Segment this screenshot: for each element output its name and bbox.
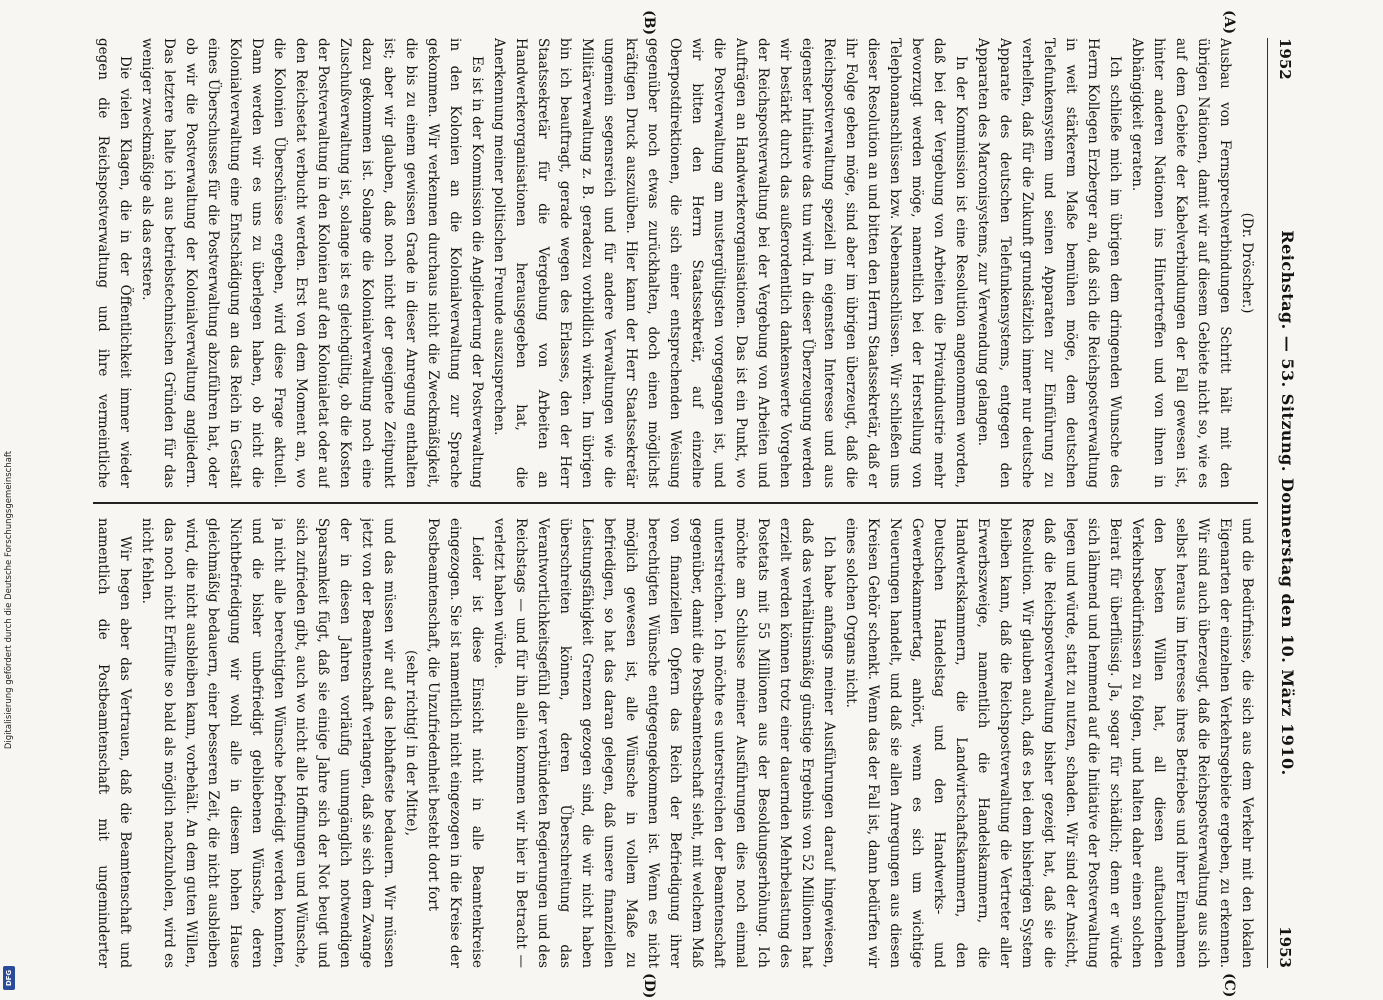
- paragraph: In der Kommission ist eine Resolution angenommen worden, daß bei der Vergebung von Arbeiten die Privatindustrie mehr bevorzugt werden möge, namentlich bei der Herstellung von Telephonanschlüssen bzw. Nebenanschlüssen. Wir schließen uns dieser Resolution an und bitten den Herrn Staatssekretär, daß er ihr Folge geben möge, sind aber im übrigen überzeugt, daß die Reichspostverwaltung speziell im eigensten Interesse und aus eigenster Initiative das tun wird. In dieser Überzeugung werden wir bestärkt durch das außerordentlich dankenswerte Vorgehen der Reichspostverwaltung bei der Vergebung von Arbeiten und Aufträgen an Handwerkerorganisationen. Das ist ein Punkt, wo die Postverwaltung am mustergültigsten vorgegangen ist, und wir bitten den Herrn Staatssekretär, auf einzelne Oberpostdirektionen, die sich einer entsprechenden Weisung gegenüber noch etwas zurückhalten, doch einen möglichst kräftigen Druck auszuüben. Hier kann der Herr Staatssekretär ungemein segensreich und für andere Verwaltungen wie die Militärverwaltung z. B. geradezu vorbildlich wirken. Im übrigen bin ich beauftragt, gerade wegen des Erlasses, den der Herr Staatssekretär für die Vergebung von Arbeiten an Handwerkerorganisationen herausgegeben hat, die Anerkennung meiner politischen Freunde auszusprechen.: [491, 38, 969, 488]
- column-divider: [93, 502, 1258, 504]
- dfg-logo: DFG: [3, 966, 15, 990]
- paragraph: Ausbau von Fernsprechverbindungen Schritt hält mit den übrigen Nationen, damit wir auf diesem Gebiete nicht so, wie es auf dem Gebiete der Kabelverbindungen der Fall gewesen ist, hinter anderen Nationen ins Hintertreffen und von ihnen in Abhängigkeit geraten.: [1129, 38, 1233, 488]
- page-header: [1266, 38, 1300, 968]
- paragraph: und die Bedürfnisse, die sich aus dem Verkehr mit den lokalen Eigenarten der einzelnen Verkehrsgebiete ergeben, zu erkennen. Wir sind auch überzeugt, daß die Reichspostverwaltung aus sich selbst heraus im Interesse ihres Betriebes und ihrer Einnahmen den besten Willen hat, all diesen auftauchenden Verkehrsbedürfnissen zu folgen, und halten daher einen solchen Beirat für überflüssig. Ja, sogar für schädlich; denn er würde sich lähmend und hemmend auf die Initiative der Postverwaltung legen und würde, statt zu nutzen, schaden. Wir sind der Ansicht, daß die Reichspostverwaltung bisher gezeigt hat, daß sie die Resolution. Wir glauben auch, daß es bei dem bisherigen System bleiben kann, daß die Reichspostverwaltung die Vertreter aller Erwerbszweige, namentlich die Handelskammern, die Handwerkskammern, die Landwirtschaftskammern, den Deutschen Handelstag und den Handwerks- und Gewerbekammertag, anhört, wenn es sich um wichtige Neuerungen handelt, und daß sie allen Anregungen aus diesen Kreisen Gehör schenkt. Wenn das der Fall ist, dann bedürfen wir eines solchen Organs nicht.: [843, 518, 1255, 968]
- paragraph: Die vielen Klagen, die in der Öffentlichkeit immer wieder gegen die Reichspostverwaltung und ihre vermeintliche: [95, 38, 133, 488]
- margin-letter-c: (C): [1221, 973, 1237, 998]
- margin-letter-a: (A): [1221, 10, 1237, 35]
- paragraph: Es ist in der Kommission die Angliederung der Postverwaltung in den Kolonien an die Kolonialverwaltung zur Sprache gekommen. Wir verkennen durchaus nicht die Zweckmäßigkeit, die bis zu einem gewissen Grade in dieser Anregung enthalten ist; aber wir glauben, daß noch nicht der geeignete Zeitpunkt dazu gekommen ist. Solange die Kolonialverwaltung noch eine Zuschußverwaltung ist, solange ist es gleichgültig, ob die Kosten der Postverwaltung in den Kolonien auf den Kolonialetat oder auf den Reichsetat verbucht werden. Erst von dem Moment an, wo die Kolonien Überschüsse ergeben, wird diese Frage aktuell. Dann werden wir es uns zu überlegen haben, ob nicht die Kolonialverwaltung eine Entschädigung an das Reich in Gestalt eines Überschusses für die Postverwaltung abzuführen hat, oder ob wir die Postverwaltung der Kolonialverwaltung angliedern. Das letztere halte ich aus betriebstechnischen Gründen für das weniger zweckmäßige als das erstere.: [139, 38, 485, 488]
- page-number-right: 1953: [1276, 926, 1294, 968]
- page-title: Reichstag. — 53. Sitzung. Donnerstag den 10. März 1910.: [1278, 230, 1297, 776]
- digitization-footer: [0, 0, 18, 1000]
- newspaper-page: [85, 10, 1300, 999]
- paragraph: Wir hegen aber das Vertrauen, daß die Beamtenschaft und namentlich die Postbeamtenschaft mit ungeminderter: [95, 518, 133, 968]
- margin-letter-d: (D): [641, 973, 657, 999]
- funding-notice: Digitalisierung gefördert durch die Deutsche Forschungsgemeinschaft: [4, 450, 14, 750]
- paragraph: und das müssen wir auf das lebhafteste bedauern. Wir müssen jetzt von der Beamtenschaft verlangen, daß sie sich dem Zwange der in diesen Jahren vorläufig unumgänglich notwendigen Sparsamkeit fügt, daß sie einige Jahre sich der Not beugt und sich zufrieden gibt, auch wo nicht alle Hoffnungen und Wünsche, ja nicht alle berechtigten Wünsche befriedigt werden konnten, und die bisher unbefriedigt gebliebenen Wünsche, deren Nichtbefriedigung wir wohl alle in diesem hohen Hause gleichmäßig bedauern, einer besseren Zeit, die nicht ausbleiben wird, die nicht ausbleiben kann, vorbehält. An dem guten Willen, das noch nicht Erfüllte so bald als möglich nachzuholen, wird es nicht fehlen.: [139, 518, 397, 968]
- page-number-left: 1952: [1276, 38, 1294, 80]
- left-column: [93, 38, 1258, 488]
- right-column: [93, 518, 1258, 968]
- speaker-reference: (Dr. Dröscher.): [1239, 212, 1255, 314]
- interjection: (sehr richtig! in der Mitte),: [403, 650, 419, 836]
- margin-letter-b: (B): [641, 10, 657, 36]
- paragraph: Ich schließe mich im übrigen dem dringenden Wunsche des Herrn Kollegen Erzberger an, daß sich die Reichspostverwaltung in weit stärkerem Maße bemühen möge, dem deutschen Telefunkensystem und seinen Apparaten zur Einführung zu verhelfen, daß für die Zukunft grundsätzlich immer nur deutsche Apparate des deutschen Telefunkensystems, entgegen den Apparaten des Marconisystems, zur Verwendung gelangen.: [975, 38, 1123, 488]
- header-rule: [1267, 38, 1268, 968]
- paragraph: Leider ist diese Einsicht nicht in alle Beamtenkreise eingezogen. Sie ist namentlich nicht eingezogen in die Kreise der Postbeamtenschaft, die Unzufriedenheit besteht dort fort: [425, 518, 485, 968]
- paragraph: Ich habe anfangs meiner Ausführungen darauf hingewiesen, daß das verhältnismäßig günstige Ergebnis von 52 Millionen hat erzielt werden können trotz einer dauernden Mehrbelastung des Postetats mit 55 Millionen aus der Besoldungserhöhung. Ich möchte am Schlusse meiner Ausführungen dies noch einmal unterstreichen. Ich möchte es unterstreichen der Beamtenschaft gegenüber, damit die Postbeamtenschaft sieht, mit welchem Maß von finanziellen Opfern das Reich der Befriedigung ihrer berechtigten Wünsche entgegengekommen ist. Wenn es nicht möglich gewesen ist, alle Wünsche in vollem Maße zu befriedigen, so hat das daran gelegen, daß unsere finanziellen Leistungsfähigkeit Grenzen gezogen sind, die wir nicht haben überschreiten können, deren Überschreitung das Verantwortlichkeitsgefühl der verbündeten Regierungen und des Reichstags — und für ihn allein kommen wir hier in Betracht — verletzt haben würde.: [491, 518, 837, 968]
